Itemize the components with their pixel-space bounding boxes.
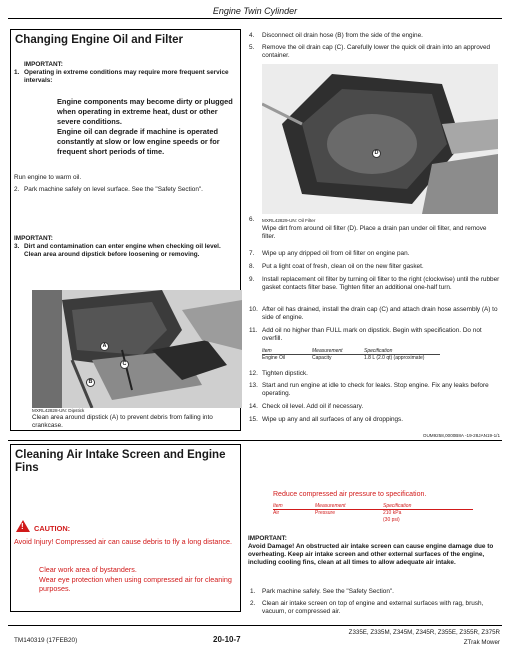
callout-b: B — [86, 378, 95, 387]
air-spec-heading: Reduce compressed air pressure to specification. — [273, 491, 427, 498]
photo1-caption: MXRL42828-UN: Dipstick — [32, 408, 85, 413]
page-header-title: Engine Twin Cylinder — [212, 6, 298, 16]
caution-warning-icon: ! — [16, 520, 30, 532]
step-5-text: Remove the oil drain cap (C). Carefully lower the quick oil drain into an approved container. — [262, 44, 491, 60]
air-spec-table — [273, 503, 473, 523]
callout-d: D — [372, 149, 381, 158]
spec-header-item: Item — [262, 348, 312, 355]
reference-code: OUM9258,0000B8A -19-28JAN19-1/1 — [422, 433, 500, 438]
photo1-description: Clean area around dipstick (A) to prevent debris from falling into crankcase. — [32, 414, 213, 430]
section-title-oil: Changing Engine Oil and Filter — [15, 34, 184, 46]
list-item: 12. Tighten dipstick. — [249, 370, 308, 377]
important-label-air: IMPORTANT: — [248, 535, 287, 542]
important-label-1: IMPORTANT: — [24, 61, 63, 68]
step-6-text: Wipe dirt from around oil filter (D). Place a drain pan under oil filter, and remove filter. — [262, 225, 487, 241]
caution-text: Avoid Injury! Compressed air can cause debris to fly a long distance. — [14, 537, 233, 546]
important-text-1: Operating in extreme conditions may require more frequent service intervals: — [24, 69, 229, 85]
step-4-text: Disconnect oil drain hose (B) from the side of the engine. — [262, 32, 423, 39]
list-item: 10. After oil has drained, install the drain cap (C) and attach drain hose assembly (A) to side of engine. — [249, 306, 498, 322]
section-divider — [8, 440, 502, 441]
important-text-2: Dirt and contamination can enter engine when checking oil level. Clean area around dipstick before loosening or removing. — [24, 243, 221, 259]
important-block-1: Engine components may become dirty or plugged when operating in extreme heat, dust or other severe conditions. Engine oil can degrade if machine is operated constantly at slow or low engine speeds or for frequent short periods of time. — [57, 97, 233, 156]
list-item: 2. Clean air intake screen on top of engine and external surfaces with rag, brush, vacuum, or compressed air. — [250, 600, 484, 616]
spec-header-measurement: Measurement — [312, 348, 364, 355]
important-num-2: 3. — [14, 243, 20, 250]
spec-header-specification: Specification — [383, 503, 473, 510]
dipstick-photo — [32, 290, 242, 408]
spec-cell-item: Air — [273, 510, 280, 517]
footer-rule — [8, 625, 502, 626]
footer-models: Z335E, Z335M, Z345M, Z345R, Z355E, Z355R, Z375R — [348, 629, 500, 636]
step-5-num: 5. — [249, 44, 255, 51]
spec-cell-specification: 210 kPa (30 psi) — [383, 510, 402, 523]
caution-list: Clear work area of bystanders. Wear eye protection when using compressed air for cleaning purposes. — [39, 565, 232, 594]
list-item: 8. Put a light coat of fresh, clean oil on the new filter gasket. — [249, 263, 424, 270]
run-engine-text: Run engine to warm oil. — [14, 174, 82, 181]
caution-label: CAUTION: — [34, 524, 71, 533]
spec-cell-measurement: Pressure — [315, 510, 336, 517]
list-item: 13. Start and run engine at idle to check for leaks. Stop engine. Fix any leaks before operating. — [249, 382, 489, 398]
footer-page-number: 20-10-7 — [213, 635, 241, 644]
list-item: 9. Install replacement oil filter by turning oil filter to the right (clockwise) until the rubber gasket contacts filter base. Tighten filter an additional one-half turn. — [249, 276, 500, 292]
oil-filter-photo — [262, 64, 498, 214]
callout-a: A — [100, 342, 109, 351]
important-label-2: IMPORTANT: — [14, 235, 53, 242]
step-6-num: 6. — [249, 216, 255, 223]
list-item: 1. Park machine safely. See the "Safety Section". — [250, 588, 394, 595]
callout-c: C — [120, 360, 129, 369]
important-num-1: 1. — [14, 69, 20, 76]
list-item: 7. Wipe up any dripped oil from oil filter on engine pan. — [249, 250, 410, 257]
important-text-air: Avoid Damage! An obstructed air intake screen can cause engine damage due to overheating. Keep air intake screen and other external surfaces of the engine, including cooling fins, clean at all times to allow adequate air intake. — [248, 543, 494, 567]
spec-cell-specification: 1.8 L (2.0 qt) (approximate) — [364, 355, 425, 362]
oil-spec-table — [262, 348, 440, 362]
footer-product: ZTrak Mower — [463, 639, 500, 646]
section-title-air: Cleaning Air Intake Screen and Engine Fins — [15, 449, 226, 474]
list-item: 15. Wipe up any and all surfaces of any oil droppings. — [249, 416, 404, 423]
footer-doc-id: TM140319 (17FEB20) — [14, 637, 78, 644]
step-4-num: 4. — [249, 32, 255, 39]
step-2-num: 2. — [14, 186, 20, 193]
spec-header-specification: Specification — [364, 348, 440, 355]
list-item: 14. Check oil level. Add oil if necessary. — [249, 403, 364, 410]
spec-header-measurement: Measurement — [315, 503, 383, 510]
header-rule — [8, 18, 502, 19]
list-item: 11. Add oil no higher than FULL mark on dipstick. Begin with specification. Do not overfill. — [249, 327, 482, 343]
spec-header-item: Item — [273, 503, 315, 510]
spec-cell-item: Engine Oil — [262, 355, 286, 362]
photo2-caption: MXRL42829-UN: Oil Filter — [262, 218, 316, 223]
spec-cell-measurement: Capacity — [312, 355, 332, 362]
step-2-text: Park machine safely on level surface. See the "Safety Section". — [24, 186, 203, 193]
